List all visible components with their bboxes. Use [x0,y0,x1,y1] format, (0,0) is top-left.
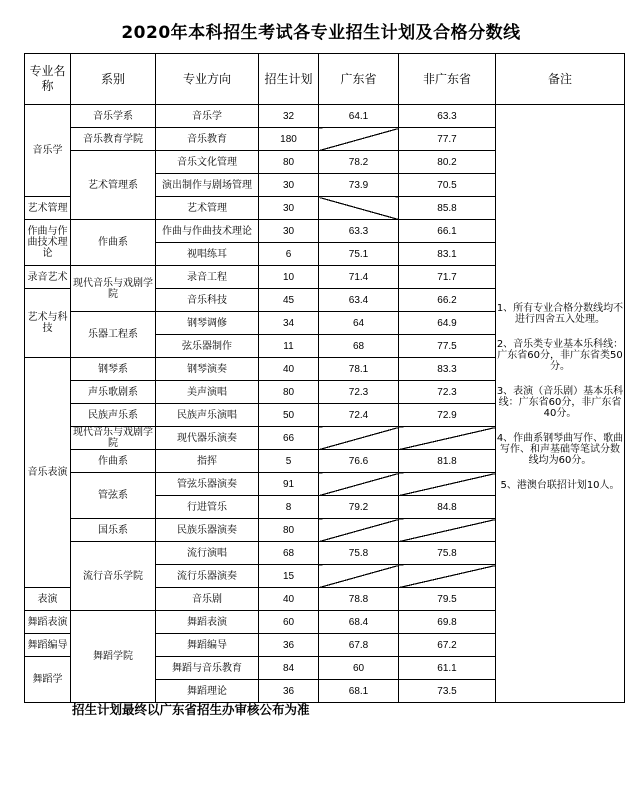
guangdong-score-cell: 73.9 [319,174,399,197]
department-cell: 现代音乐与戏剧学院 [71,266,156,312]
plan-cell: 84 [259,657,319,680]
empty-score-cell [319,565,399,588]
major-cell: 艺术管理 [156,197,259,220]
major-cell: 民族声乐演唱 [156,404,259,427]
note-item: 3、表演（音乐剧）基本乐科线：广东省60分，非广东省40分。 [496,385,624,419]
major-cell: 音乐教育 [156,128,259,151]
major-cell: 舞蹈编导 [156,634,259,657]
empty-score-cell [319,128,399,151]
department-cell: 管弦系 [71,473,156,519]
major-cell: 行进管乐 [156,496,259,519]
non-guangdong-score-cell: 77.7 [399,128,496,151]
plan-cell: 15 [259,565,319,588]
guangdong-score-cell: 63.3 [319,220,399,243]
major-cell: 管弦乐器演奏 [156,473,259,496]
non-guangdong-score-cell: 81.8 [399,450,496,473]
major-cell: 美声演唱 [156,381,259,404]
plan-cell: 80 [259,151,319,174]
non-guangdong-score-cell: 63.3 [399,105,496,128]
empty-score-cell [399,427,496,450]
major-cell: 指挥 [156,450,259,473]
non-guangdong-score-cell: 67.2 [399,634,496,657]
non-guangdong-score-cell: 69.8 [399,611,496,634]
empty-score-cell [399,473,496,496]
non-guangdong-score-cell: 80.2 [399,151,496,174]
department-cell: 流行音乐学院 [71,542,156,611]
plan-cell: 36 [259,634,319,657]
plan-cell: 30 [259,220,319,243]
plan-cell: 36 [259,680,319,703]
non-guangdong-score-cell: 66.2 [399,289,496,312]
category-cell: 舞蹈表演 [25,611,71,634]
note-item: 5、港澳台联招计划10人。 [500,479,620,491]
plan-cell: 30 [259,197,319,220]
header-notes: 备注 [496,54,625,105]
department-cell: 作曲系 [71,220,156,266]
plan-cell: 180 [259,128,319,151]
major-cell: 音乐文化管理 [156,151,259,174]
non-guangdong-score-cell: 75.8 [399,542,496,565]
note-item: 4、作曲系钢琴曲写作、歌曲写作、和声基础等笔试分数线均为60分。 [496,432,624,466]
notes-cell [496,105,625,703]
header-plan: 招生计划 [259,54,319,105]
guangdong-score-cell: 67.8 [319,634,399,657]
non-guangdong-score-cell: 70.5 [399,174,496,197]
plan-cell: 5 [259,450,319,473]
plan-cell: 50 [259,404,319,427]
non-guangdong-score-cell: 66.1 [399,220,496,243]
plan-cell: 68 [259,542,319,565]
category-cell: 艺术与科技 [25,289,71,358]
major-cell: 民族乐器演奏 [156,519,259,542]
non-guangdong-score-cell: 73.5 [399,680,496,703]
empty-score-cell [319,473,399,496]
guangdong-score-cell: 60 [319,657,399,680]
plan-cell: 40 [259,588,319,611]
header-guangdong: 广东省 [319,54,399,105]
plan-cell: 10 [259,266,319,289]
empty-score-cell [319,197,399,220]
category-cell: 舞蹈编导 [25,634,71,657]
plan-cell: 8 [259,496,319,519]
plan-cell: 80 [259,519,319,542]
guangdong-score-cell: 78.1 [319,358,399,381]
table-row [25,105,625,128]
empty-score-cell [399,565,496,588]
plan-cell: 6 [259,243,319,266]
major-cell: 作曲与作曲技术理论 [156,220,259,243]
guangdong-score-cell: 68.4 [319,611,399,634]
major-cell: 现代器乐演奏 [156,427,259,450]
category-cell: 音乐学 [25,105,71,197]
guangdong-score-cell: 79.2 [319,496,399,519]
major-cell: 舞蹈理论 [156,680,259,703]
non-guangdong-score-cell: 79.5 [399,588,496,611]
major-cell: 视唱练耳 [156,243,259,266]
header-non-guangdong: 非广东省 [399,54,496,105]
department-cell: 钢琴系 [71,358,156,381]
department-cell: 声乐歌剧系 [71,381,156,404]
guangdong-score-cell: 78.8 [319,588,399,611]
guangdong-score-cell: 75.1 [319,243,399,266]
non-guangdong-score-cell: 72.3 [399,381,496,404]
plan-cell: 45 [259,289,319,312]
category-cell: 表演 [25,588,71,611]
guangdong-score-cell: 64 [319,312,399,335]
empty-score-cell [319,427,399,450]
plan-cell: 11 [259,335,319,358]
empty-score-cell [319,519,399,542]
plan-cell: 40 [259,358,319,381]
major-cell: 音乐科技 [156,289,259,312]
note-item: 2、音乐类专业基本乐科线：广东省60分，非广东省类50分。 [496,338,624,372]
major-cell: 流行演唱 [156,542,259,565]
department-cell: 国乐系 [71,519,156,542]
major-cell: 钢琴调修 [156,312,259,335]
category-cell: 艺术管理 [25,197,71,220]
plan-cell: 30 [259,174,319,197]
footer-note: 招生计划最终以广东省招生办审核公布为准 [72,702,310,717]
plan-cell: 32 [259,105,319,128]
category-cell: 舞蹈学 [25,657,71,703]
major-cell: 舞蹈表演 [156,611,259,634]
guangdong-score-cell: 76.6 [319,450,399,473]
note-item: 1、所有专业合格分数线均不进行四舍五入处理。 [496,302,624,325]
non-guangdong-score-cell: 64.9 [399,312,496,335]
guangdong-score-cell: 72.3 [319,381,399,404]
non-guangdong-score-cell: 71.7 [399,266,496,289]
major-cell: 钢琴演奏 [156,358,259,381]
guangdong-score-cell: 63.4 [319,289,399,312]
non-guangdong-score-cell: 77.5 [399,335,496,358]
major-cell: 音乐剧 [156,588,259,611]
guangdong-score-cell: 64.1 [319,105,399,128]
guangdong-score-cell: 75.8 [319,542,399,565]
plan-cell: 60 [259,611,319,634]
category-cell: 音乐表演 [25,358,71,588]
guangdong-score-cell: 68.1 [319,680,399,703]
department-cell: 现代音乐与戏剧学院 [71,427,156,450]
department-cell: 艺术管理系 [71,151,156,220]
empty-score-cell [399,519,496,542]
non-guangdong-score-cell: 61.1 [399,657,496,680]
non-guangdong-score-cell: 83.1 [399,243,496,266]
major-cell: 录音工程 [156,266,259,289]
department-cell: 音乐教育学院 [71,128,156,151]
table-header-row [25,54,625,105]
major-cell: 音乐学 [156,105,259,128]
category-cell: 录音艺术 [25,266,71,289]
plan-cell: 91 [259,473,319,496]
non-guangdong-score-cell: 83.3 [399,358,496,381]
guangdong-score-cell: 78.2 [319,151,399,174]
department-cell: 乐器工程系 [71,312,156,358]
header-department: 系别 [71,54,156,105]
major-cell: 弦乐器制作 [156,335,259,358]
non-guangdong-score-cell: 85.8 [399,197,496,220]
plan-cell: 66 [259,427,319,450]
plan-cell: 80 [259,381,319,404]
page-title: 2020年本科招生考试各专业招生计划及合格分数线 [121,23,521,43]
guangdong-score-cell: 71.4 [319,266,399,289]
major-cell: 流行乐器演奏 [156,565,259,588]
non-guangdong-score-cell: 72.9 [399,404,496,427]
department-cell: 民族声乐系 [71,404,156,427]
category-cell: 作曲与作曲技术理论 [25,220,71,266]
department-cell: 音乐学系 [71,105,156,128]
guangdong-score-cell: 72.4 [319,404,399,427]
department-cell: 舞蹈学院 [71,611,156,703]
admission-plan-table [24,53,625,703]
major-cell: 演出制作与剧场管理 [156,174,259,197]
guangdong-score-cell: 68 [319,335,399,358]
plan-cell: 34 [259,312,319,335]
department-cell: 作曲系 [71,450,156,473]
header-major: 专业方向 [156,54,259,105]
non-guangdong-score-cell: 84.8 [399,496,496,519]
header-category: 专业名称 [25,54,71,105]
major-cell: 舞蹈与音乐教育 [156,657,259,680]
